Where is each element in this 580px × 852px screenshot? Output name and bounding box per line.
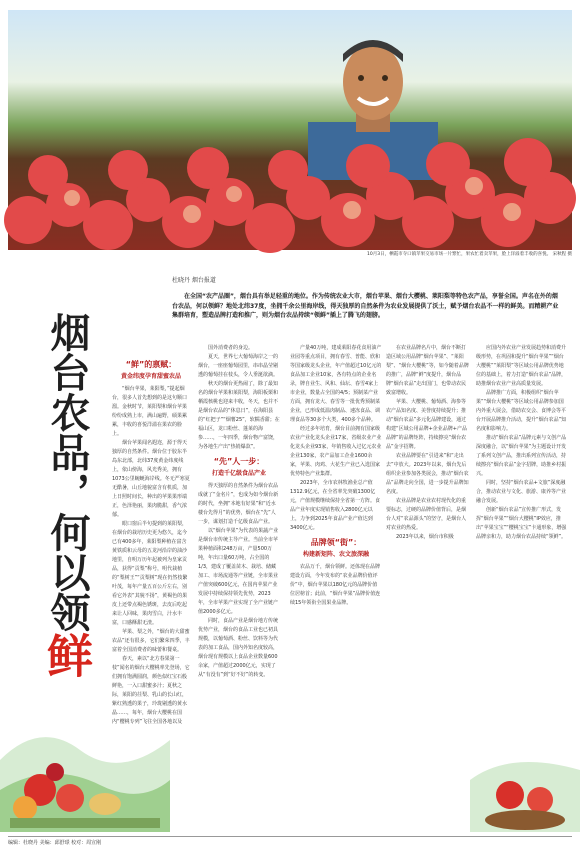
paragraph: 同时，食品产业是烟台地方传统优势产业，烟台的食品工业也已初具规模，以葡萄酒、粉丝、饮料等为代表的加工食品，国内外知名度较高，烟台现有规模以上食品企业数量600余家，产值超过2000亿元，实现了从“有没有”到“好不好”的转变。 [198, 618, 279, 678]
subheading-2: “先”人一步： [213, 457, 265, 466]
paragraph: 推动“烟台农品”品牌元素与文创产品深度融合，以“烟台苹果”为主题设计开发了系列文创产品，推出系列宣传活动，持续擦亮“烟台农品”金字招牌，助推乡村振兴。 [476, 435, 567, 477]
subheading-1: “鲜”的禀赋： [125, 360, 177, 369]
paragraph: 2023年，全市农林牧渔业总产值1312.9亿元，在全省率先突破1300亿元，产值规模继续保持全省第一方阵。食品产业年度实现销售收入2800亿元以上，力争到2025年食品产业产值达到3400亿元。 [290, 480, 381, 531]
paragraph: 品牌推广方面，积极组织“烟台苹果”“烟台大樱桃”等区域公用品牌参加国内外重大展会，借助农交会、食博会等平台开展品牌推介活动，提升“烟台农品”知名度和影响力。 [476, 390, 567, 432]
headline-line1: 烟台农品， [44, 312, 91, 512]
paragraph: 苹果、梨之外，“烟台的大甜蜜农品”还有很多，它们繁荣四季，丰富着全国消费者的味蕾和餐桌。 [112, 629, 190, 653]
article-column-1 [112, 355, 190, 725]
paragraph: 夏天，世界七大葡萄海岸之一的烟台，一座座葡萄园里，串串晶莹剔透的葡萄挂在枝头，令人垂涎欲滴。 [198, 354, 279, 378]
paragraph: 得天独厚的自然条件为烟台农品成就了“金名片”，也成为如今烟台新的时代，坐拥“本地有好果”和“近水楼台先得月”的优势，烟台在“先”人一步，谋划打造千亿级食品产业。 [198, 483, 279, 525]
paragraph: 农业品牌是农业农村现代化的重要标志，过硬的品牌价值背后，是烟台人对“农品源头”的坚守，是烟台人对农业的热爱。 [386, 498, 467, 531]
subheading-1-sub: 黄金纬度孕育甜蜜农品 [120, 373, 181, 380]
paragraph: 在农业品牌名片中，烟台不断打造区域公用品牌“烟台苹果”、“莱阳梨”、“烟台大樱桃”等，如今随着品牌的推广，品牌“鲜”度提升，烟台品牌“烟台农品”走出国门，也带动农民致富增收。 [386, 345, 469, 396]
headline [30, 312, 94, 678]
hero-photo [8, 10, 572, 250]
paragraph: 经过多年培育，烟台目前拥有国家级农业产业化龙头企业17家，省级农业产业化龙头企业93家，年销售收入过亿元农业企业130家，农产品加工企业1600余家，苹果、肉鸡、大花生产业已入选国家优势特色产业集群。 [290, 426, 382, 477]
lead-paragraph: 在全国“农产品圈”，烟台具有举足轻重的地位。作为传统农业大市，烟台苹果、烟台大樱桃、莱阳梨等特色农产品，享誉全国。声名在外的烟台农品，何以领鲜？地处北纬37度，坐拥千余公里海岸线，得天独厚的自然条件为农业发展提供了沃土，赋予烟台农品不一样的鲜美。而精耕产业集群培育，塑造品牌打造和推广，则为烟台农品持续“领鲜”插上了腾飞的翅膀。 [172, 293, 559, 320]
paragraph: 春天，素以“北方春果第一枝”闻名的烟台大樱桃率先登场，它们拥有饱满圆润，颜色似红宝石般鲜艳，一入口甜蜜多汁；夏秋之际，莱阳的茌梨、乳山的长山红，紫红熟透的果子，玲珑剔透的黄水晶……，每年，烟台大樱桃在国内“樱桃专列”飞往全国各地以及 [112, 656, 190, 725]
paragraph: 烟台苹果闻名遐迩，源于得天独厚的自然条件。烟台位于胶东半岛东北部，北纬37度黄金纬度线上，依山傍海，风光秀美，拥有1073公里蜿蜒海岸线。冬无严寒夏无酷暑，山丘地貌富含有机质，加上日照时间长，种出的苹果果形端正，色泽艳丽，果肉脆甜，香气浓郁。 [112, 440, 190, 518]
headline-line2: 何以领 [44, 512, 91, 632]
paragraph: 应国内外农业产业发展趋势和消费升级形势，在巩固和提升“烟台苹果”“烟台大樱桃”“莱阳梨”等区域公用品牌优势地位的基础上，着力打造“烟台农品”品牌，助推烟台农业产业高质量发展。 [476, 345, 567, 387]
paragraph: 秋天的烟台更热闹了，除了最知名的烟台苹果和莱阳梨，海阳板栗和栖霞核桃也迎来丰收，冬天，也并不是烟台农品的“休息日”，在海阳县的“红把子”“烟薯25”，软糯香甜；在福山区，龙口粉丝、蓬莱的海参……，一年四季，烟台物产富饶，为各地生产出“热销爆款”。 [198, 381, 280, 450]
paragraph: 苹果、大樱桃、葡萄酒、海参等农产品知名度、美誉度持续提升；推动“烟台农品”多元化品牌建设，通过构建“区域公用品牌+企业品牌+产品品牌”的品牌矩阵，持续擦亮“烟台农品”金字招牌。 [386, 399, 467, 450]
paragraph: 创新“烟台农品”宣传推广形式，发挥“烟台苹果”“烟台大樱桃”IP效应，推出“苹果宝宝”“樱桃宝宝”卡通形象，增强品牌亲和力，助力烟台农品持续“领鲜”。 [476, 507, 567, 540]
paragraph: 农业品牌要在“引进来”和“走出去”中放大。2023年以来，烟台先后组织企业参加各类展会，推动“烟台农品”品牌走向全国，进一步提升品牌知名度。 [386, 453, 469, 495]
subheading-2-sub: 打造千亿级食品产业 [211, 470, 266, 477]
paragraph: 以“烟台苹果”为代表的果蔬产业是烟台市传统主导产业。当前全市苹果种植面积248万亩，产量500万吨，年出口量60万吨，占全国的1/3，建成了覆盖苗木、栽培、储藏加工、市场流通等产业链，全市果业产值突破600亿元，在国内苹果产业发展中持续保持领先优势，2023年，全市苹果产业实现了全产业链产值2000多亿元。 [198, 528, 279, 615]
apple-basket-illustration [470, 740, 580, 832]
article-column-5 [476, 344, 568, 779]
page-footer: 编辑：杜晓丹 美编：邱舒璟 校对：周宣刚 [8, 836, 572, 846]
subheading-3-sub: 构建新矩阵、农文旅深融 [302, 551, 369, 558]
paragraph: 农品万千，烟台领鲜。还体现在品牌建设方面，今年发布的“农业品牌价值评价”中，烟台苹果以180亿元的品牌价值位居榜首；此前，“烟台苹果”品牌价值连续15年领衔全国果业品牌。 [290, 564, 381, 606]
article-column-2 [198, 344, 280, 779]
paragraph: 同时，坚持“烟台农品+文旅”深度融合，推动农业与文化、旅游、康养等产业融合发展。 [476, 480, 567, 504]
photo-caption: 10月3日，栖霞市寺口镇苹果交易市场一片繁忙，果农忙着卖苹果，脸上洋溢着丰收的喜悦。 宋秋程 摄 [367, 252, 572, 257]
paragraph: 2023年以来，烟台市积极 [396, 534, 454, 540]
apple-pile-illustration [8, 110, 572, 250]
paragraph: 眼口窗后半句提到的莱阳梨，在烟台的栽培历史更为悠久，迄今已有400多年，莱阳梨种植在富含黄铁质和云母的五龙河沿岸的油沙地里，自明万历年起被列为皇家贡品，获得“贡梨”称号，明代栽植的“梨树王”“贡梨树”现在仍然枝繁叶茂，每年产量五百公斤左右，别看它外表“其貌不扬”，黄褐色的果皮上还带点褐色锈斑，去皮后吃起来让人回味，果肉雪白，汁水丰富，口感酥甜无渣。 [112, 521, 188, 626]
article-column-4 [386, 344, 470, 779]
paragraph: “烟台苹果，莱阳梨，”提起烟台，很多人首先想到的是这句顺口溜。金秋时节，莱阳梨和烟台苹果纷纷成熟上市，满山遍野，硕果累累，丰收的喜悦洋溢在果农的脸上。 [112, 386, 188, 437]
produce-illustration [0, 700, 170, 832]
article-column-3 [290, 344, 382, 779]
paragraph: 产量40万吨，建成莱阳春花食用油产业园等重点项目，拥有春雪、普能、欣和等国家级龙头企业，年产值超过10亿元的食品加工企业10家，各有特点的企业名录，牌自业生、风和、仙坛、春雪4家上市企业，数量占全国的4/5；预制菜产业方面，拥有龙大、春雪等一批优秀预制菜企业，已形成低温肉制品、速冻食品、调理食品等30多个大类，400多个品种。 [290, 345, 382, 423]
byline: 杜晓丹 烟台报道 [172, 277, 216, 284]
subheading-3: 品牌领“街”： [310, 538, 362, 547]
headline-accent: 鲜 [40, 632, 94, 678]
paragraph: 国外消费者的身边。 [208, 345, 254, 351]
